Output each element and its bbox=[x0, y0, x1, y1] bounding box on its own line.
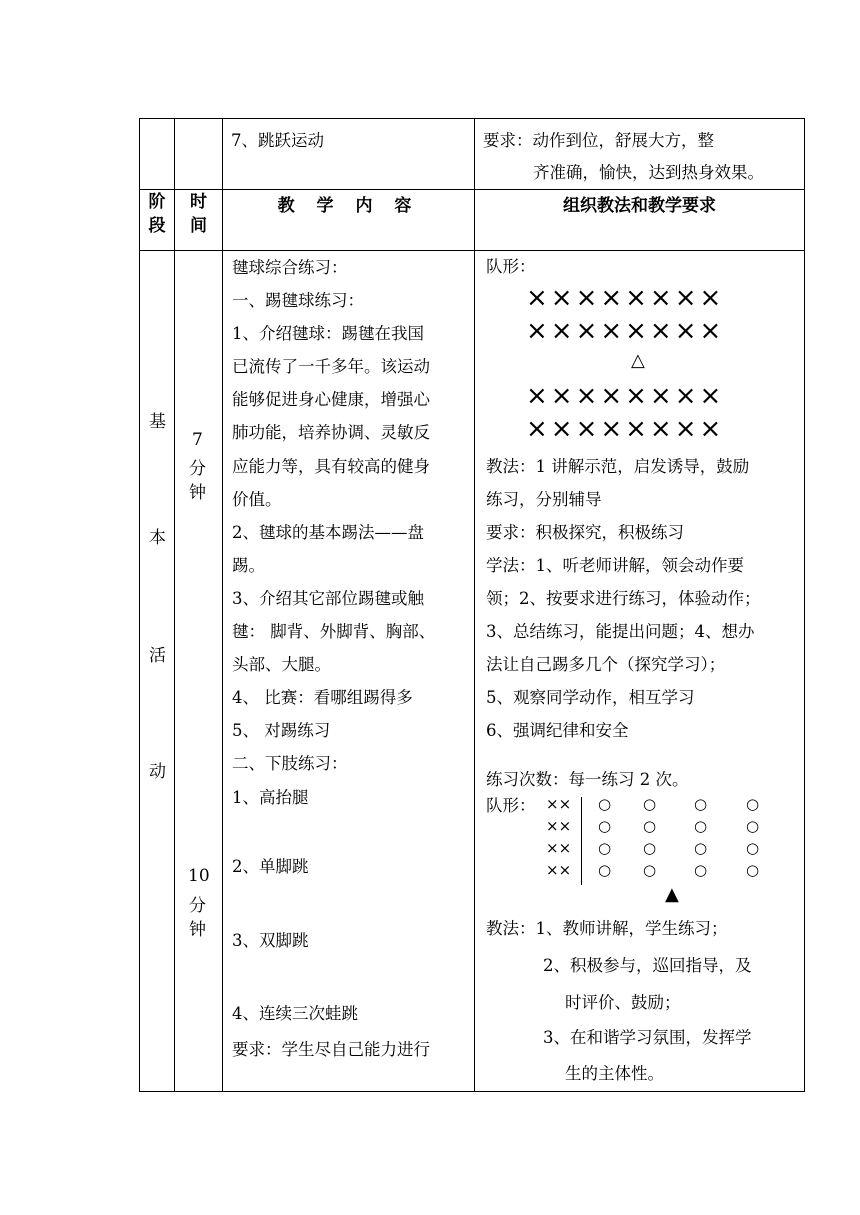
student-circle: ○ bbox=[746, 795, 760, 813]
header-time-char: 间 bbox=[190, 216, 207, 236]
content-line: 5、 对踢练习 bbox=[232, 721, 331, 741]
formation-row: ×××××××× bbox=[526, 381, 725, 411]
method-line: 学法：1、听老师讲解，领会动作要 bbox=[486, 556, 744, 575]
formation-row: ×××××××× bbox=[526, 414, 725, 444]
content-line: 3、介绍其它部位踢毽或触 bbox=[232, 588, 424, 608]
content-line: 3、双脚跳 bbox=[232, 931, 309, 950]
content-lines bbox=[232, 251, 435, 814]
time-unit-char: 分 bbox=[189, 896, 206, 916]
student-circle: ○ bbox=[598, 817, 612, 835]
formation-label: 队形： bbox=[486, 796, 536, 815]
stage-char: 活 bbox=[149, 646, 166, 666]
student-circle: ○ bbox=[746, 839, 760, 857]
header-stage bbox=[140, 190, 175, 251]
content-line: 价值。 bbox=[232, 489, 282, 509]
time-cell-main bbox=[175, 251, 223, 1092]
header-time bbox=[175, 190, 223, 251]
content-line: 毽球综合练习： bbox=[232, 258, 348, 277]
student-circle: ○ bbox=[643, 817, 657, 835]
method-line: 练习，分别辅导 bbox=[486, 490, 602, 509]
method-line: 教法：1、教师讲解，学生练习； bbox=[486, 919, 728, 938]
teacher-marker: ▲ bbox=[665, 884, 679, 905]
content-line: 1、高抬腿 bbox=[232, 787, 309, 807]
student-circle: ○ bbox=[643, 839, 657, 857]
student-circle: ○ bbox=[598, 839, 612, 857]
time-unit-char: 钟 bbox=[189, 920, 206, 940]
content-text: 7、跳跃运动 bbox=[231, 131, 324, 150]
content-line: 一、踢毽球练习： bbox=[232, 291, 364, 311]
method-line: 3、总结练习，能提出问题；4、想办 bbox=[486, 622, 755, 641]
student-pair: ×× bbox=[546, 817, 572, 835]
time-value: 10 bbox=[188, 866, 210, 886]
formation-row: ×××××××× bbox=[526, 316, 725, 346]
method-line: 5、观察同学动作，相互学习 bbox=[486, 688, 695, 707]
method-line: 法让自己踢多几个（探究学习）； bbox=[486, 655, 726, 674]
stage-cell-top bbox=[140, 119, 175, 190]
student-circle: ○ bbox=[694, 861, 708, 879]
method-line: 要求：积极探究，积极练习 bbox=[486, 523, 684, 542]
content-line: 肺功能，培养协调、灵敏反 bbox=[232, 423, 430, 443]
method-cell-top bbox=[475, 119, 805, 190]
content-line: 2、毽球的基本踢法——盘 bbox=[232, 522, 424, 542]
header-stage-char: 段 bbox=[148, 216, 166, 236]
header-stage-char: 阶 bbox=[148, 192, 166, 212]
content-line: 头部、大腿。 bbox=[232, 655, 331, 675]
stage-char: 基 bbox=[149, 412, 166, 432]
content-line: 2、单脚跳 bbox=[232, 857, 309, 876]
method-line: 教法：1 讲解示范，启发诱导，鼓励 bbox=[486, 457, 750, 476]
student-circle: ○ bbox=[746, 817, 760, 835]
content-line: 已流传了一千多年。该运动 bbox=[232, 357, 430, 377]
student-pair: ×× bbox=[546, 839, 572, 857]
time-value: 7 bbox=[192, 430, 203, 450]
time-cell-top bbox=[175, 119, 223, 190]
stage-char: 动 bbox=[149, 762, 166, 782]
student-pair: ×× bbox=[546, 861, 572, 879]
student-circle: ○ bbox=[694, 839, 708, 857]
content-line: 4、连续三次蛙跳 bbox=[232, 1004, 358, 1023]
student-circle: ○ bbox=[643, 795, 657, 813]
table-header-row bbox=[140, 190, 805, 251]
stage-cell-main bbox=[140, 251, 175, 1092]
student-circle: ○ bbox=[598, 795, 612, 813]
method-line: 2、积极参与，巡回指导，及 bbox=[543, 956, 752, 975]
formation-label: 队形： bbox=[486, 257, 536, 276]
content-line: 应能力等，具有较高的健身 bbox=[232, 456, 430, 476]
header-content: 教 学 内 容 bbox=[223, 190, 475, 251]
method-line: 领；2、按要求进行练习，体验动作； bbox=[486, 589, 761, 608]
content-cell-top bbox=[223, 119, 475, 190]
table-row bbox=[140, 119, 805, 190]
time-unit-char: 分 bbox=[189, 459, 206, 479]
content-line: 踢。 bbox=[232, 555, 265, 575]
header-method: 组织教法和教学要求 bbox=[475, 190, 805, 251]
student-circle: ○ bbox=[598, 861, 612, 879]
student-pair: ×× bbox=[546, 795, 572, 813]
content-line: 二、下肢练习： bbox=[232, 754, 348, 774]
method-line: 时评价、鼓励； bbox=[565, 993, 681, 1012]
method-line: 6、强调纪律和安全 bbox=[486, 721, 629, 740]
formation-divider bbox=[581, 797, 582, 885]
student-circle: ○ bbox=[694, 795, 708, 813]
header-time-char: 时 bbox=[190, 192, 207, 212]
formation-row: ×××××××× bbox=[526, 283, 725, 313]
content-line: 毽： 脚背、外脚背、胸部、 bbox=[232, 622, 436, 642]
teacher-marker: △ bbox=[631, 350, 645, 371]
student-circle: ○ bbox=[694, 817, 708, 835]
content-line: 4、 比赛：看哪组踢得多 bbox=[232, 688, 413, 708]
time-unit-char: 钟 bbox=[189, 483, 206, 503]
method-lines bbox=[486, 450, 761, 747]
student-circle: ○ bbox=[746, 861, 760, 879]
method-line: 生的主体性。 bbox=[565, 1064, 664, 1083]
content-line: 能够促进身心健康，增强心 bbox=[232, 390, 430, 410]
stage-char: 本 bbox=[149, 528, 166, 548]
requirement-line: 要求：动作到位，舒展大方，整 bbox=[483, 131, 714, 150]
content-line: 1、介绍毽球：踢毽在我国 bbox=[232, 324, 424, 344]
method-line: 3、在和谐学习氛围，发挥学 bbox=[543, 1028, 752, 1047]
requirement-line: 齐准确，愉快，达到热身效果。 bbox=[533, 163, 764, 182]
practice-count: 练习次数：每一练习 2 次。 bbox=[486, 770, 689, 789]
student-circle: ○ bbox=[643, 861, 657, 879]
content-line: 要求：学生尽自己能力进行 bbox=[232, 1040, 430, 1059]
